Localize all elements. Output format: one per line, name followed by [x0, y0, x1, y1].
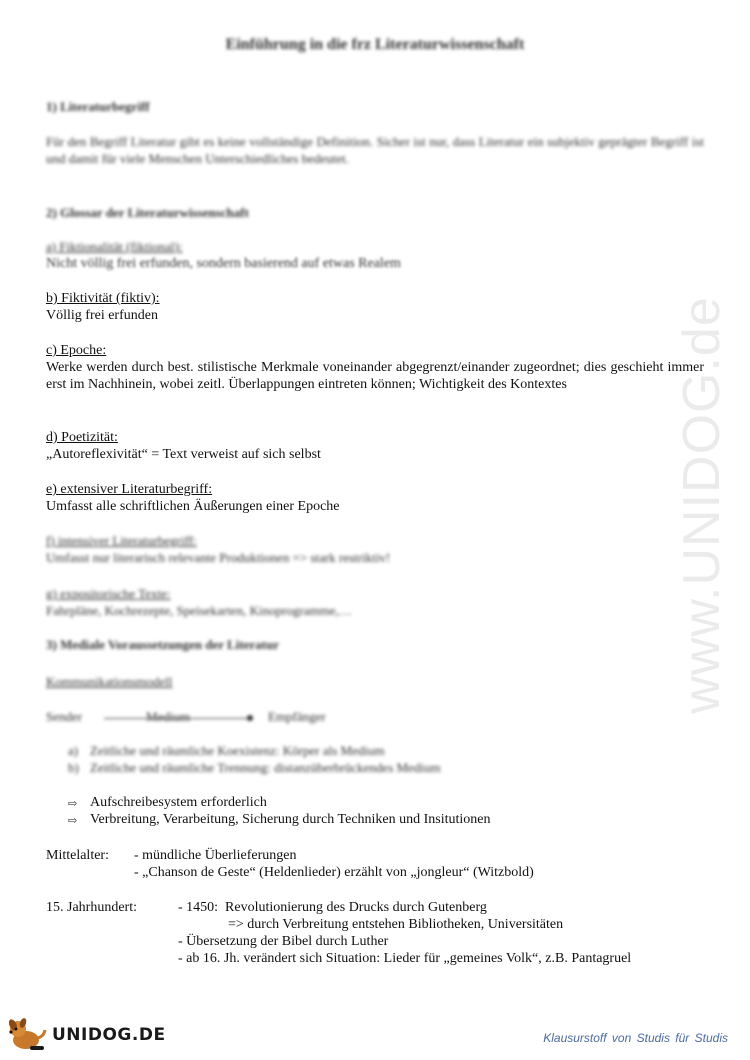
jh15-label: 15. Jahrhundert: — [46, 900, 137, 915]
section-1-text: Für den Begriff Literatur gibt es keine vollständige Definition. Sicher ist nur, dass Literatur ein subjektiv geprägter Begriff ist und damit für viele Menschen Unterschiedliches bedeutet. — [46, 134, 704, 166]
glossary-text-e: Umfasst alle schriftlichen Äußerungen einer Epoche — [46, 499, 340, 514]
diagram-receiver: Empfänger — [268, 709, 326, 724]
glossary-text-a: Nicht völlig frei erfunden, sondern basierend auf etwas Realem — [46, 256, 401, 271]
logo-text: UNIDOG.DE — [52, 1025, 166, 1045]
glossary-term-b: b) Fiktivität (fiktiv): — [46, 291, 160, 306]
watermark: www.UNIDOG.de — [673, 296, 731, 714]
jh15-item: - ab 16. Jh. verändert sich Situation: Lieder für „gemeines Volk“, z.B. Pantagruel — [178, 951, 632, 966]
glossary-text-b: Völlig frei erfunden — [46, 308, 158, 323]
glossary-text-d: „Autoreflexivität“ = Text verweist auf sich selbst — [46, 447, 321, 462]
arrow-list-item: ⇨ Verbreitung, Verarbeitung, Sicherung durch Techniken und Insitutionen — [68, 811, 491, 828]
diagram-medium: Medium — [146, 709, 191, 724]
section-1-heading: 1) Literaturbegriff — [46, 99, 150, 114]
glossary-term-f: f) intensiver Literaturbegriff: — [46, 533, 197, 548]
section-2-heading: 2) Glossar der Literaturwissenschaft — [46, 205, 249, 220]
medium-list-item: a) Zeitliche und räumliche Koexistenz: Körper als Medium — [68, 743, 385, 758]
glossary-text-c: Werke werden durch best. stilistische Merkmale voneinander abgegrenzt/einander zugeordnet; dies geschieht immer erst im Nachhinein, wobei zeitl. Überlappungen eintreten können; Wichtigkeit des Kontextes — [46, 360, 704, 392]
communication-model-label: Kommunikationsmodell — [46, 674, 173, 689]
footer-tagline: Klausurstoff von Studis für Studis — [543, 1031, 728, 1045]
section-3-heading: 3) Mediale Voraussetzungen der Literatur — [46, 637, 280, 652]
mittelalter-item: - mündliche Überlieferungen — [134, 848, 297, 863]
glossary-term-d: d) Poetizität: — [46, 430, 118, 445]
document-title: Einführung in die frz Literaturwissenschaft — [225, 36, 525, 53]
right-arrow-outline-icon: ⇨ — [68, 798, 78, 810]
jh15-item: - Übersetzung der Bibel durch Luther — [178, 934, 389, 949]
jh15-item: - 1450: Revolutionierung des Drucks durch Gutenberg — [178, 900, 487, 915]
medium-list-item: b) Zeitliche und räumliche Trennung: distanzüberbrückendes Medium — [68, 760, 441, 775]
arrow-list-item: ⇨ Aufschreibesystem erforderlich — [68, 794, 491, 811]
unidog-logo — [6, 1016, 166, 1052]
glossary-term-e: e) extensiver Literaturbegriff: — [46, 482, 213, 497]
glossary-term-c: c) Epoche: — [46, 343, 107, 358]
communication-model-diagram — [46, 708, 446, 728]
glossary-term-g: g) expositorische Texte: — [46, 586, 171, 601]
glossary-text-g: Fahrpläne, Kochrezepte, Speisekarten, Kinoprogramme,… — [46, 603, 352, 618]
medium-list — [68, 742, 441, 776]
glossary-text-f: Umfasst nur literarisch relevante Produktionen => stark restriktiv! — [46, 550, 391, 565]
diagram-arrowhead — [247, 715, 253, 721]
arrow-list — [68, 794, 491, 828]
mittelalter-item: - „Chanson de Geste“ (Heldenlieder) erzählt von „jongleur“ (Witzbold) — [134, 865, 534, 880]
diagram-sender: Sender — [46, 709, 83, 724]
right-arrow-outline-icon: ⇨ — [68, 815, 78, 827]
dog-icon — [6, 1016, 48, 1052]
mittelalter-label: Mittelalter: — [46, 848, 109, 863]
glossary-term-a: a) Fiktionalität (fiktional): — [46, 239, 183, 254]
jh15-item: => durch Verbreitung entstehen Bibliotheken, Universitäten — [228, 917, 564, 932]
